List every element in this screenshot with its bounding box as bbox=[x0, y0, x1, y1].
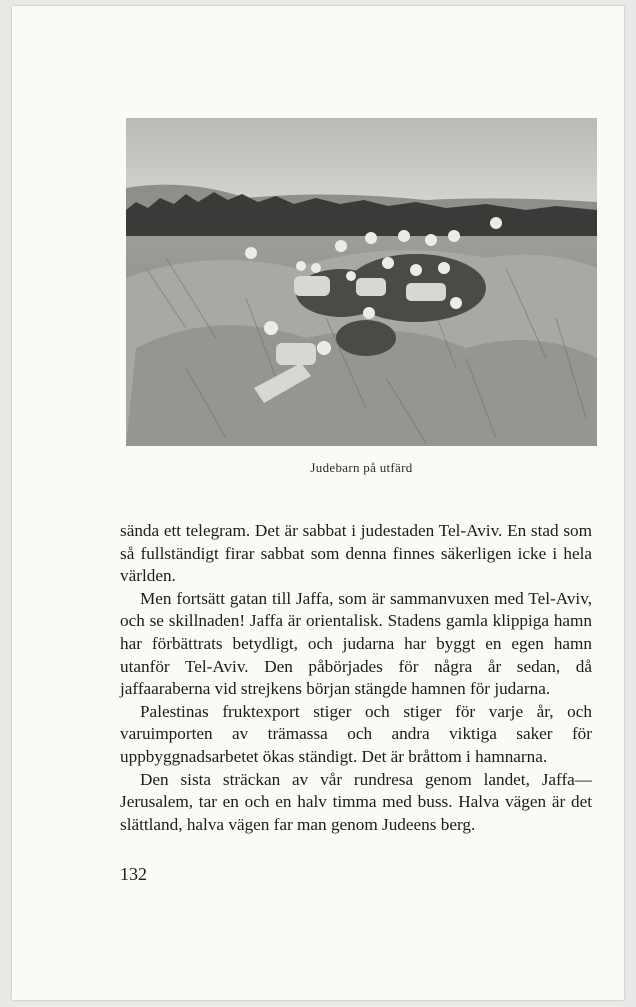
paragraph: Den sista sträckan av vår rundresa genom landet, Jaffa—Jerusalem, tar en och en halv timma med buss. Halva vägen är det slättland, halva vägen far man genom Judeens berg. bbox=[120, 769, 592, 834]
photo-image bbox=[126, 118, 597, 446]
paragraph: Palestinas fruktexport stiger och stiger för varje år, och varuimporten av trämassa och andra viktiga saker för uppbyggnadsarbetet ökas ständigt. Det är bråttom i hamnarna. bbox=[120, 701, 592, 766]
book-page bbox=[12, 6, 624, 1000]
paragraph: sända ett telegram. Det är sabbat i judestaden Tel-Aviv. En stad som så fullständigt firar sabbat som denna finnes säkerligen icke i hela världen. bbox=[120, 521, 592, 586]
page-number: 132 bbox=[120, 864, 147, 884]
paragraph: Men fortsätt gatan till Jaffa, som är sammanvuxen med Tel-Aviv, och se skillnaden! Jaffa är orientalisk. Stadens gamla klippiga hamn har förbättrats betydligt, och judarna har byggt en egen hamn utanför Tel-Aviv. Den påbörjades för några år sedan, då jaffaaraberna vid strejkens början stängde hamnen för judarna. bbox=[120, 588, 592, 699]
photograph bbox=[126, 118, 597, 446]
body-text bbox=[120, 520, 592, 836]
photo-caption: Judebarn på utfärd bbox=[310, 460, 413, 475]
